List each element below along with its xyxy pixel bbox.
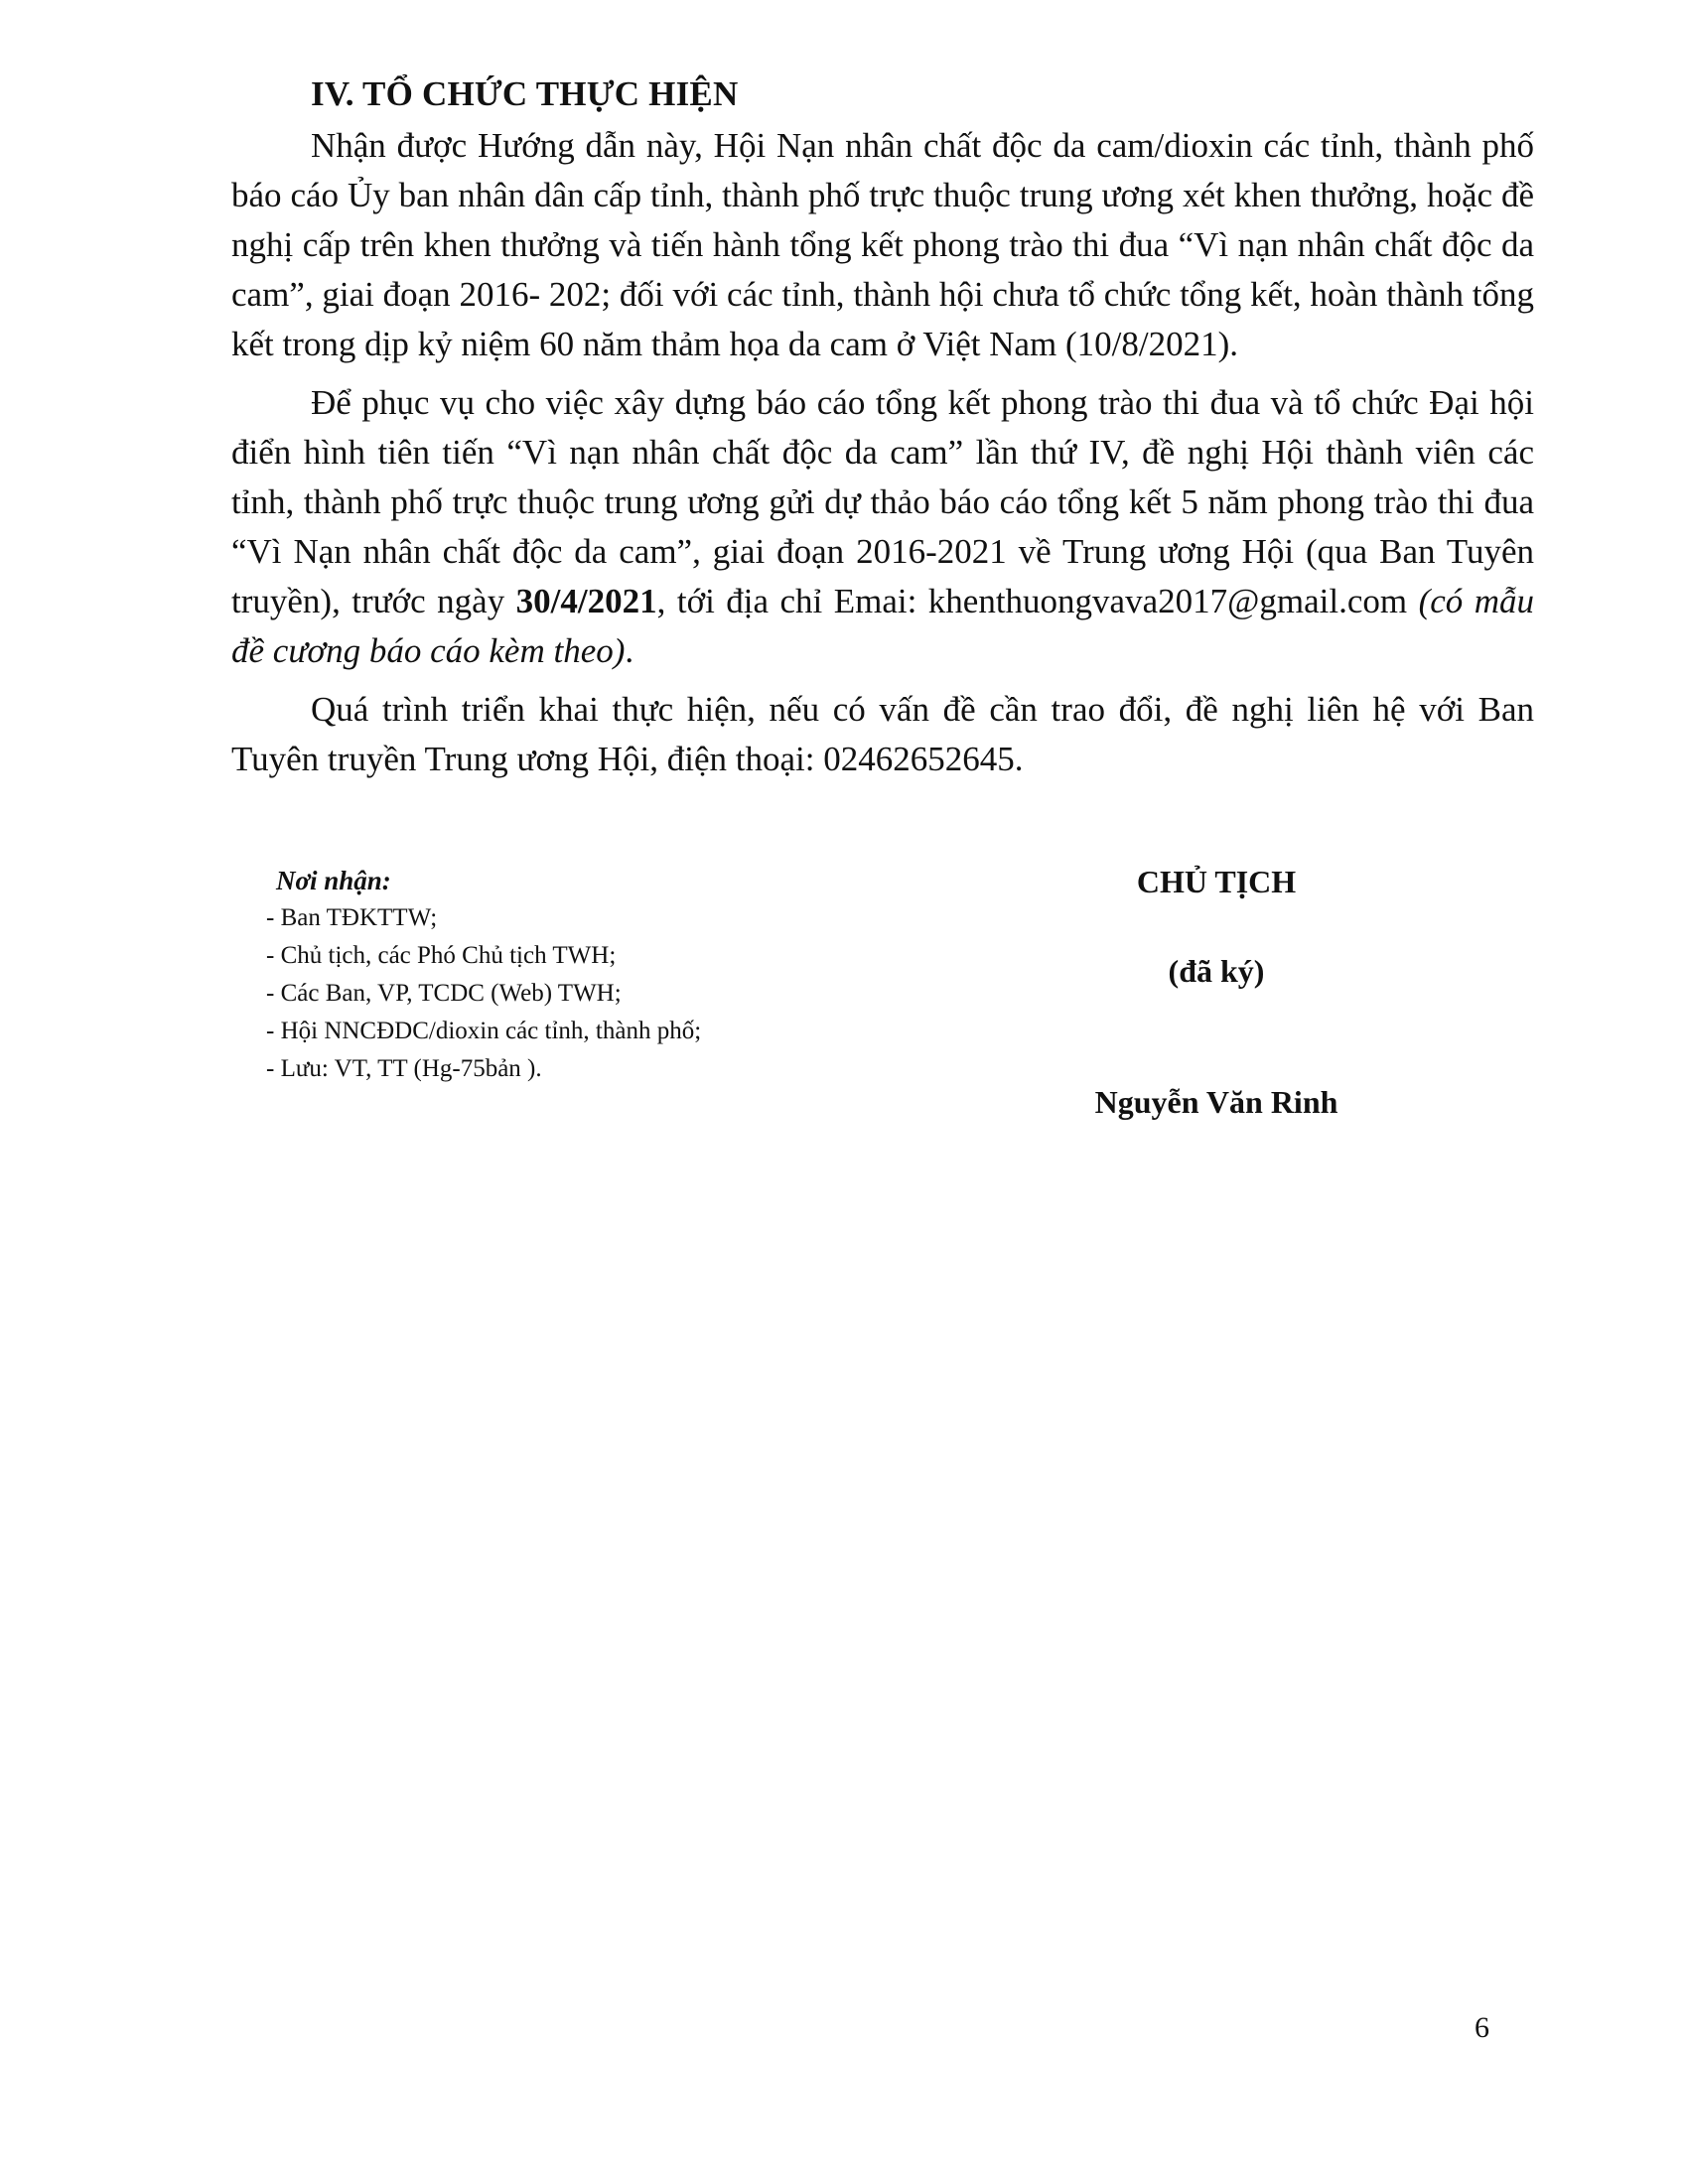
paragraph-contact: Quá trình triển khai thực hiện, nếu có vấn đề cần trao đổi, đề nghị liên hệ với Ban Tuyên truyền Trung ương Hội, điện thoại: 02462652645. (231, 690, 1534, 778)
signer-title: CHỦ TỊCH (1136, 864, 1297, 899)
deadline-date: 30/4/2021 (515, 582, 657, 620)
recipient-item: - Chủ tịch, các Phó Chủ tịch TWH; (266, 942, 617, 969)
recipient-item: - Hội NNCĐDC/dioxin các tỉnh, thành phố; (266, 1018, 702, 1044)
recipients-list (266, 899, 882, 1088)
signature-block (1033, 862, 1400, 1122)
recipient-item: - Ban TĐKTTW; (266, 904, 438, 931)
recipients-label: Nơi nhận: (276, 866, 391, 895)
signer-name: Nguyễn Văn Rinh (1094, 1084, 1338, 1120)
paragraph-report-request (231, 378, 1534, 676)
paragraph-end: . (625, 631, 634, 670)
attachment-note: (có mẫu đề cương báo cáo kèm theo) (231, 582, 1535, 670)
recipient-item: - Các Ban, VP, TCDC (Web) TWH; (266, 980, 622, 1007)
email-text: , tới địa chỉ Emai: khenthuongvava2017@gmail.com (656, 582, 1419, 620)
main-content (231, 68, 1534, 784)
section-heading: IV. TỔ CHỨC THỰC HIỆN (311, 74, 739, 113)
recipient-item: - Lưu: VT, TT (Hg-75bản ). (266, 1055, 542, 1082)
paragraph-instructions: Nhận được Hướng dẫn này, Hội Nạn nhân chất độc da cam/dioxin các tỉnh, thành phố báo cáo Ủy ban nhân dân cấp tỉnh, thành phố trực thuộc trung ương xét khen thưởng, hoặc đề nghị cấp trên khen thưởng và tiến hành tổng kết phong trào thi đua “Vì nạn nhân chất độc da cam”, giai đoạn 2016- 202; đối với các tỉnh, thành hội chưa tổ chức tổng kết, hoàn thành tổng kết trong dịp kỷ niệm 60 năm thảm họa da cam ở Việt Nam (10/8/2021). (231, 126, 1534, 363)
signed-status: (đã ký) (1168, 953, 1265, 989)
page-number: 6 (1475, 2011, 1489, 2044)
recipients-block (266, 862, 882, 1088)
paragraph-report-request-text: Để phục vụ cho việc xây dựng báo cáo tổng kết phong trào thi đua và tổ chức Đại hội điển hình tiên tiến “Vì nạn nhân chất độc da cam” lần thứ IV, đề nghị Hội thành viên các tỉnh, thành phố trực thuộc trung ương gửi dự thảo báo cáo tổng kết 5 năm phong trào thi đua “Vì Nạn nhân chất độc da cam”, giai đoạn 2016-2021 về Trung ương Hội (qua Ban Tuyên truyền), trước ngày (231, 383, 1534, 620)
